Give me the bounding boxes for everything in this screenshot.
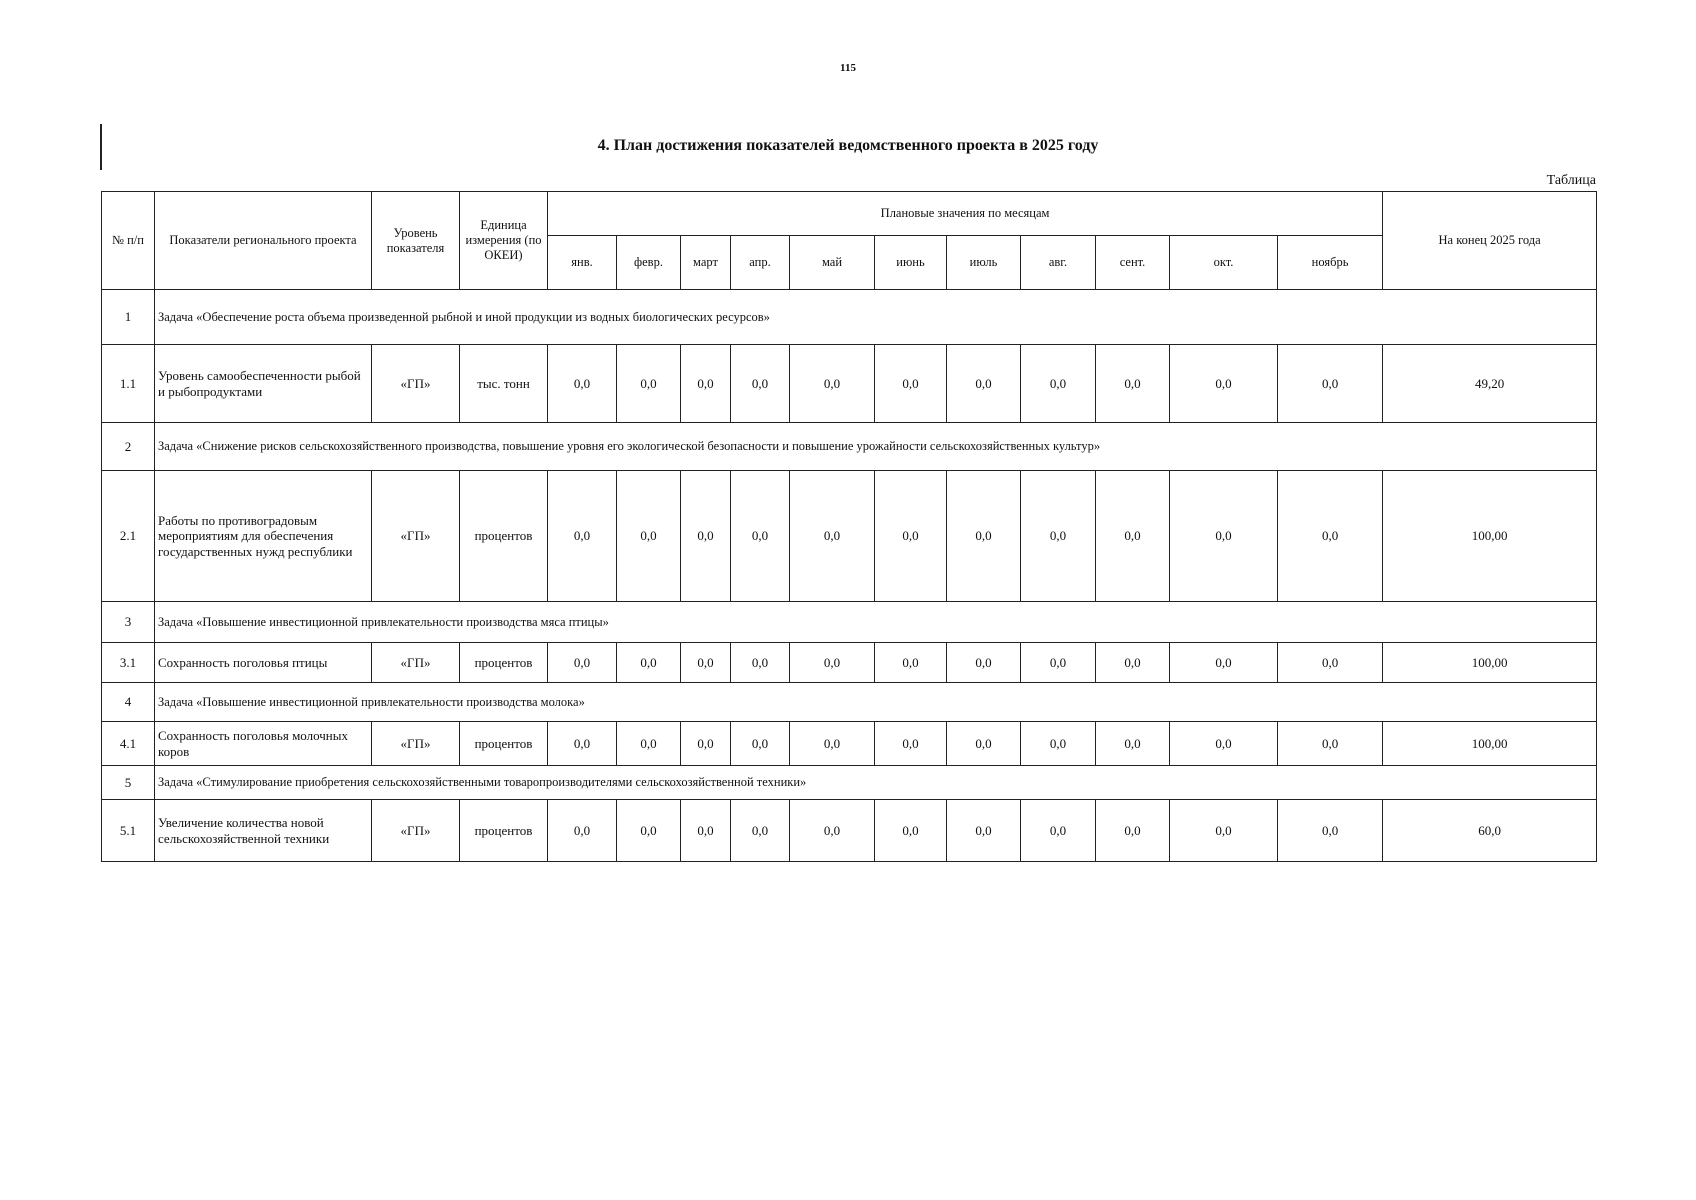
month-value: 0,0 <box>1096 722 1170 766</box>
month-value: 0,0 <box>617 345 681 423</box>
month-value: 0,0 <box>1021 643 1096 683</box>
task-num: 1 <box>102 290 155 345</box>
month-value: 0,0 <box>731 722 790 766</box>
indicator-level: «ГП» <box>372 345 460 423</box>
month-value: 0,0 <box>790 471 875 602</box>
month-value: 0,0 <box>681 722 731 766</box>
month-value: 0,0 <box>947 643 1021 683</box>
task-num: 3 <box>102 602 155 643</box>
task-row <box>102 290 1597 345</box>
table-caption: Таблица <box>1546 173 1596 188</box>
indicator-row <box>102 643 1597 683</box>
month-value: 0,0 <box>875 800 947 862</box>
month-value: 0,0 <box>548 471 617 602</box>
month-value: 0,0 <box>1170 471 1278 602</box>
month-value: 0,0 <box>790 800 875 862</box>
month-value: 0,0 <box>1096 800 1170 862</box>
month-value: 0,0 <box>875 345 947 423</box>
indicator-unit: процентов <box>460 722 548 766</box>
month-value: 0,0 <box>617 722 681 766</box>
header-month: июнь <box>875 236 947 290</box>
month-value: 0,0 <box>1278 345 1383 423</box>
month-value: 0,0 <box>790 345 875 423</box>
month-value: 0,0 <box>1170 722 1278 766</box>
header-month: май <box>790 236 875 290</box>
task-name: Задача «Повышение инвестиционной привлекательности производства мяса птицы» <box>155 602 1597 643</box>
month-value: 0,0 <box>947 722 1021 766</box>
indicator-name: Увеличение количества новой сельскохозяйственной техники <box>155 800 372 862</box>
month-value: 0,0 <box>1021 345 1096 423</box>
task-row <box>102 602 1597 643</box>
month-value: 0,0 <box>1278 471 1383 602</box>
month-value: 0,0 <box>790 722 875 766</box>
indicator-unit: тыс. тонн <box>460 345 548 423</box>
month-value: 0,0 <box>947 471 1021 602</box>
month-value: 0,0 <box>1170 345 1278 423</box>
page-number: 115 <box>840 62 856 74</box>
month-value: 0,0 <box>1096 643 1170 683</box>
month-value: 0,0 <box>681 345 731 423</box>
month-value: 0,0 <box>1021 471 1096 602</box>
header-level: Уровень показателя <box>372 192 460 290</box>
month-value: 0,0 <box>1021 722 1096 766</box>
month-value: 0,0 <box>1278 643 1383 683</box>
month-value: 0,0 <box>875 722 947 766</box>
header-month: авг. <box>1021 236 1096 290</box>
indicator-level: «ГП» <box>372 800 460 862</box>
indicator-name: Сохранность поголовья молочных коров <box>155 722 372 766</box>
month-value: 0,0 <box>731 643 790 683</box>
header-year-end: На конец 2025 года <box>1383 192 1597 290</box>
task-name: Задача «Стимулирование приобретения сельскохозяйственными товаропроизводителями сельскохозяйственной техники» <box>155 766 1597 800</box>
month-value: 0,0 <box>548 722 617 766</box>
month-value: 0,0 <box>875 471 947 602</box>
indicator-num: 2.1 <box>102 471 155 602</box>
task-num: 4 <box>102 683 155 722</box>
indicator-level: «ГП» <box>372 722 460 766</box>
year-end-value: 100,00 <box>1383 471 1597 602</box>
month-value: 0,0 <box>1278 800 1383 862</box>
header-month: окт. <box>1170 236 1278 290</box>
header-month: июль <box>947 236 1021 290</box>
month-value: 0,0 <box>681 800 731 862</box>
month-value: 0,0 <box>681 643 731 683</box>
month-value: 0,0 <box>617 643 681 683</box>
year-end-value: 60,0 <box>1383 800 1597 862</box>
month-value: 0,0 <box>548 800 617 862</box>
indicator-unit: процентов <box>460 471 548 602</box>
indicator-num: 3.1 <box>102 643 155 683</box>
month-value: 0,0 <box>731 345 790 423</box>
header-month: февр. <box>617 236 681 290</box>
header-unit: Единица измерения (по ОКЕИ) <box>460 192 548 290</box>
month-value: 0,0 <box>617 471 681 602</box>
month-value: 0,0 <box>731 471 790 602</box>
month-value: 0,0 <box>548 345 617 423</box>
year-end-value: 100,00 <box>1383 643 1597 683</box>
indicator-row <box>102 345 1597 423</box>
indicator-num: 5.1 <box>102 800 155 862</box>
indicator-unit: процентов <box>460 800 548 862</box>
header-num: № п/п <box>102 192 155 290</box>
task-name: Задача «Снижение рисков сельскохозяйственного производства, повышение уровня его экологической безопасности и повышение урожайности сельскохозяйственных культур» <box>155 423 1597 471</box>
indicator-name: Работы по противоградовым мероприятиям для обеспечения государственных нужд республики <box>155 471 372 602</box>
indicator-num: 1.1 <box>102 345 155 423</box>
indicator-level: «ГП» <box>372 471 460 602</box>
month-value: 0,0 <box>1278 722 1383 766</box>
month-value: 0,0 <box>947 800 1021 862</box>
task-row <box>102 423 1597 471</box>
indicator-row <box>102 800 1597 862</box>
header-month: янв. <box>548 236 617 290</box>
indicator-unit: процентов <box>460 643 548 683</box>
task-row <box>102 683 1597 722</box>
document-title: 4. План достижения показателей ведомственного проекта в 2025 году <box>597 137 1099 154</box>
month-value: 0,0 <box>1096 345 1170 423</box>
task-num: 5 <box>102 766 155 800</box>
header-month: март <box>681 236 731 290</box>
header-indicator: Показатели регионального проекта <box>155 192 372 290</box>
header-month: ноябрь <box>1278 236 1383 290</box>
indicator-name: Сохранность поголовья птицы <box>155 643 372 683</box>
month-value: 0,0 <box>681 471 731 602</box>
month-value: 0,0 <box>875 643 947 683</box>
month-value: 0,0 <box>1021 800 1096 862</box>
indicator-num: 4.1 <box>102 722 155 766</box>
header-month: апр. <box>731 236 790 290</box>
indicator-name: Уровень самообеспеченности рыбой и рыбопродуктами <box>155 345 372 423</box>
month-value: 0,0 <box>617 800 681 862</box>
header-month: сент. <box>1096 236 1170 290</box>
month-value: 0,0 <box>1096 471 1170 602</box>
indicator-row <box>102 722 1597 766</box>
task-row <box>102 766 1597 800</box>
month-value: 0,0 <box>1170 643 1278 683</box>
task-name: Задача «Повышение инвестиционной привлекательности производства молока» <box>155 683 1597 722</box>
month-value: 0,0 <box>1170 800 1278 862</box>
header-monthly: Плановые значения по месяцам <box>548 192 1383 236</box>
plan-table <box>101 191 1597 862</box>
month-value: 0,0 <box>790 643 875 683</box>
year-end-value: 100,00 <box>1383 722 1597 766</box>
month-value: 0,0 <box>947 345 1021 423</box>
month-value: 0,0 <box>731 800 790 862</box>
task-name: Задача «Обеспечение роста объема произведенной рыбной и иной продукции из водных биологических ресурсов» <box>155 290 1597 345</box>
task-num: 2 <box>102 423 155 471</box>
indicator-row <box>102 471 1597 602</box>
year-end-value: 49,20 <box>1383 345 1597 423</box>
month-value: 0,0 <box>548 643 617 683</box>
indicator-level: «ГП» <box>372 643 460 683</box>
